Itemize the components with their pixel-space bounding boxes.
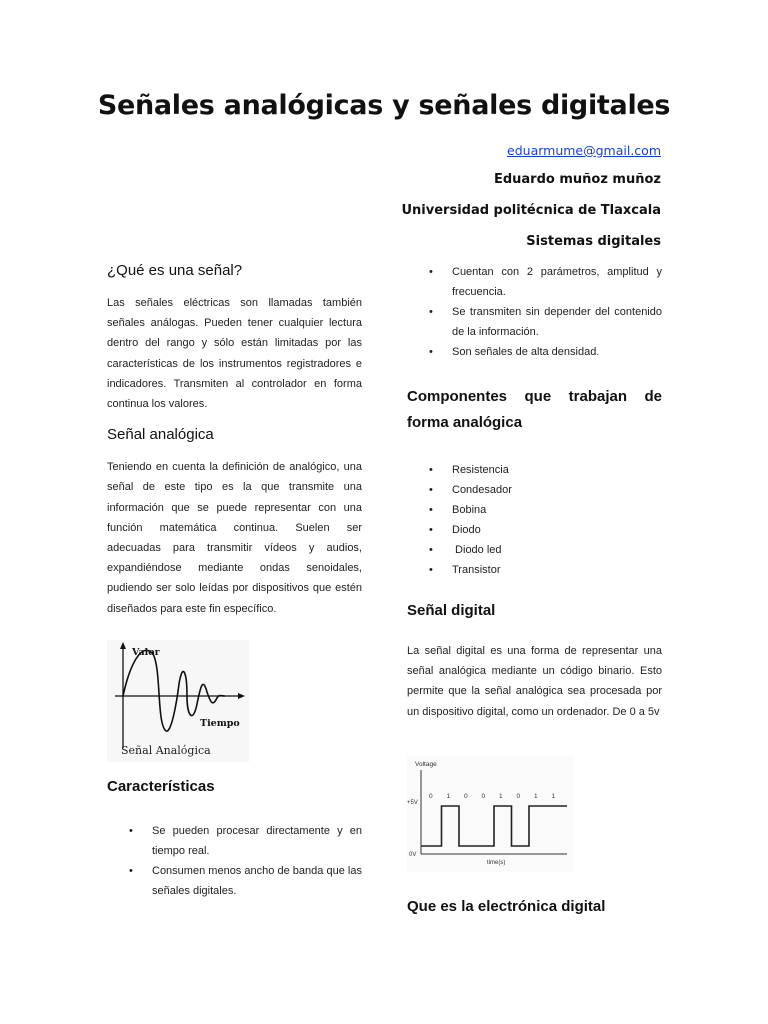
section-heading-senal-analogica: Señal analógica [107, 426, 214, 444]
bullet-icon: • [429, 544, 433, 556]
digital-low-label: 0V [409, 852, 417, 858]
list-item: • Bobina [407, 500, 662, 520]
author-name: Eduardo muñoz muñoz [493, 172, 661, 187]
list-item: • Se transmiten sin depender del contenido de la información. [407, 302, 662, 342]
bullet-icon: • [429, 524, 433, 536]
author-email-link[interactable]: eduarmume@gmail.com [507, 143, 661, 158]
digital-xlabel: time(s) [487, 860, 506, 866]
caracteristicas-list [107, 821, 362, 901]
bullet-icon: • [429, 564, 433, 576]
bit-label: 1 [551, 793, 556, 800]
bullet-icon: • [429, 504, 433, 516]
section-body-senal-analogica: Teniendo en cuenta la definición de analógico, una señal de este tipo es la que transmite una información que se puede representar con una función matemática continua. Suelen ser adecuadas para transmitir vídeos y audios, expandiéndose mediante ondas senoidales, pudiendo ser solo leídas por dispositivos que estén diseñados para este fin específico. [107, 461, 362, 615]
bullet-icon: • [429, 306, 433, 318]
digital-signal-figure [407, 756, 573, 872]
bit-label: 1 [446, 793, 451, 800]
right-column-lower [407, 898, 662, 915]
list-item: • Transistor [407, 560, 662, 580]
left-column-lower [107, 778, 362, 901]
componentes-list [407, 460, 662, 580]
list-item: • Son señales de alta densidad. [407, 342, 662, 362]
list-item: • Se pueden procesar directamente y en tiempo real. [107, 821, 362, 861]
section-heading-electronica-digital: Que es la electrónica digital [407, 898, 606, 915]
digital-high-label: +5V [407, 800, 418, 806]
section-heading-senal-digital: Señal digital [407, 602, 496, 619]
right-column [407, 262, 662, 722]
analog-signal-graph [107, 640, 249, 762]
bit-label: 1 [534, 793, 538, 800]
bullet-icon: • [129, 825, 133, 837]
section-heading-caracteristicas: Características [107, 778, 215, 795]
bit-label: 0 [429, 793, 433, 800]
list-item: • Diodo [407, 520, 662, 540]
bullet-icon: • [429, 266, 433, 278]
bit-label: 0 [464, 793, 468, 800]
analog-xlabel: Tiempo [200, 718, 240, 729]
university-name: Universidad politécnica de Tlaxcala [401, 203, 661, 218]
course-name: Sistemas digitales [526, 234, 661, 249]
continued-list [407, 262, 662, 362]
bit-label: 1 [499, 793, 503, 800]
section-heading-que-es-senal: ¿Qué es una señal? [107, 262, 243, 279]
bullet-icon: • [429, 464, 433, 476]
analog-signal-figure [107, 640, 249, 762]
left-column [107, 262, 362, 619]
list-item: • Cuentan con 2 parámetros, amplitud y frecuencia. [407, 262, 662, 302]
bullet-icon: • [129, 865, 133, 877]
list-item: • Consumen menos ancho de banda que las señales digitales. [107, 861, 362, 901]
bit-label: 0 [481, 793, 486, 800]
list-item: • Condesador [407, 480, 662, 500]
section-body-que-es-senal: Las señales eléctricas son llamadas también señales análogas. Pueden tener cualquier lectura dentro del rango y sólo están limitadas por las características de los instrumentos registradores e indicadores. Transmiten al controlador en forma continua los valores. [107, 297, 362, 411]
analog-caption: Señal Analógica [121, 744, 211, 757]
digital-ylabel: Voltage [415, 761, 437, 768]
page-title: Señales analógicas y señales digitales [97, 90, 671, 121]
bit-label: 0 [516, 793, 521, 800]
list-item: • Resistencia [407, 460, 662, 480]
section-heading-componentes: Componentes que trabajan de forma analógica [407, 388, 662, 431]
list-item: • Diodo led [407, 540, 662, 560]
digital-signal-graph [407, 756, 573, 872]
section-body-senal-digital: La señal digital es una forma de representar una señal analógica mediante un código binario. Esto permite que la señal analógica sea procesada por un dispositivo digital, como un ordenador. De 0 a 5v [407, 645, 662, 718]
bullet-icon: • [429, 346, 433, 358]
analog-ylabel: Valor [132, 647, 160, 658]
bullet-icon: • [429, 484, 433, 496]
